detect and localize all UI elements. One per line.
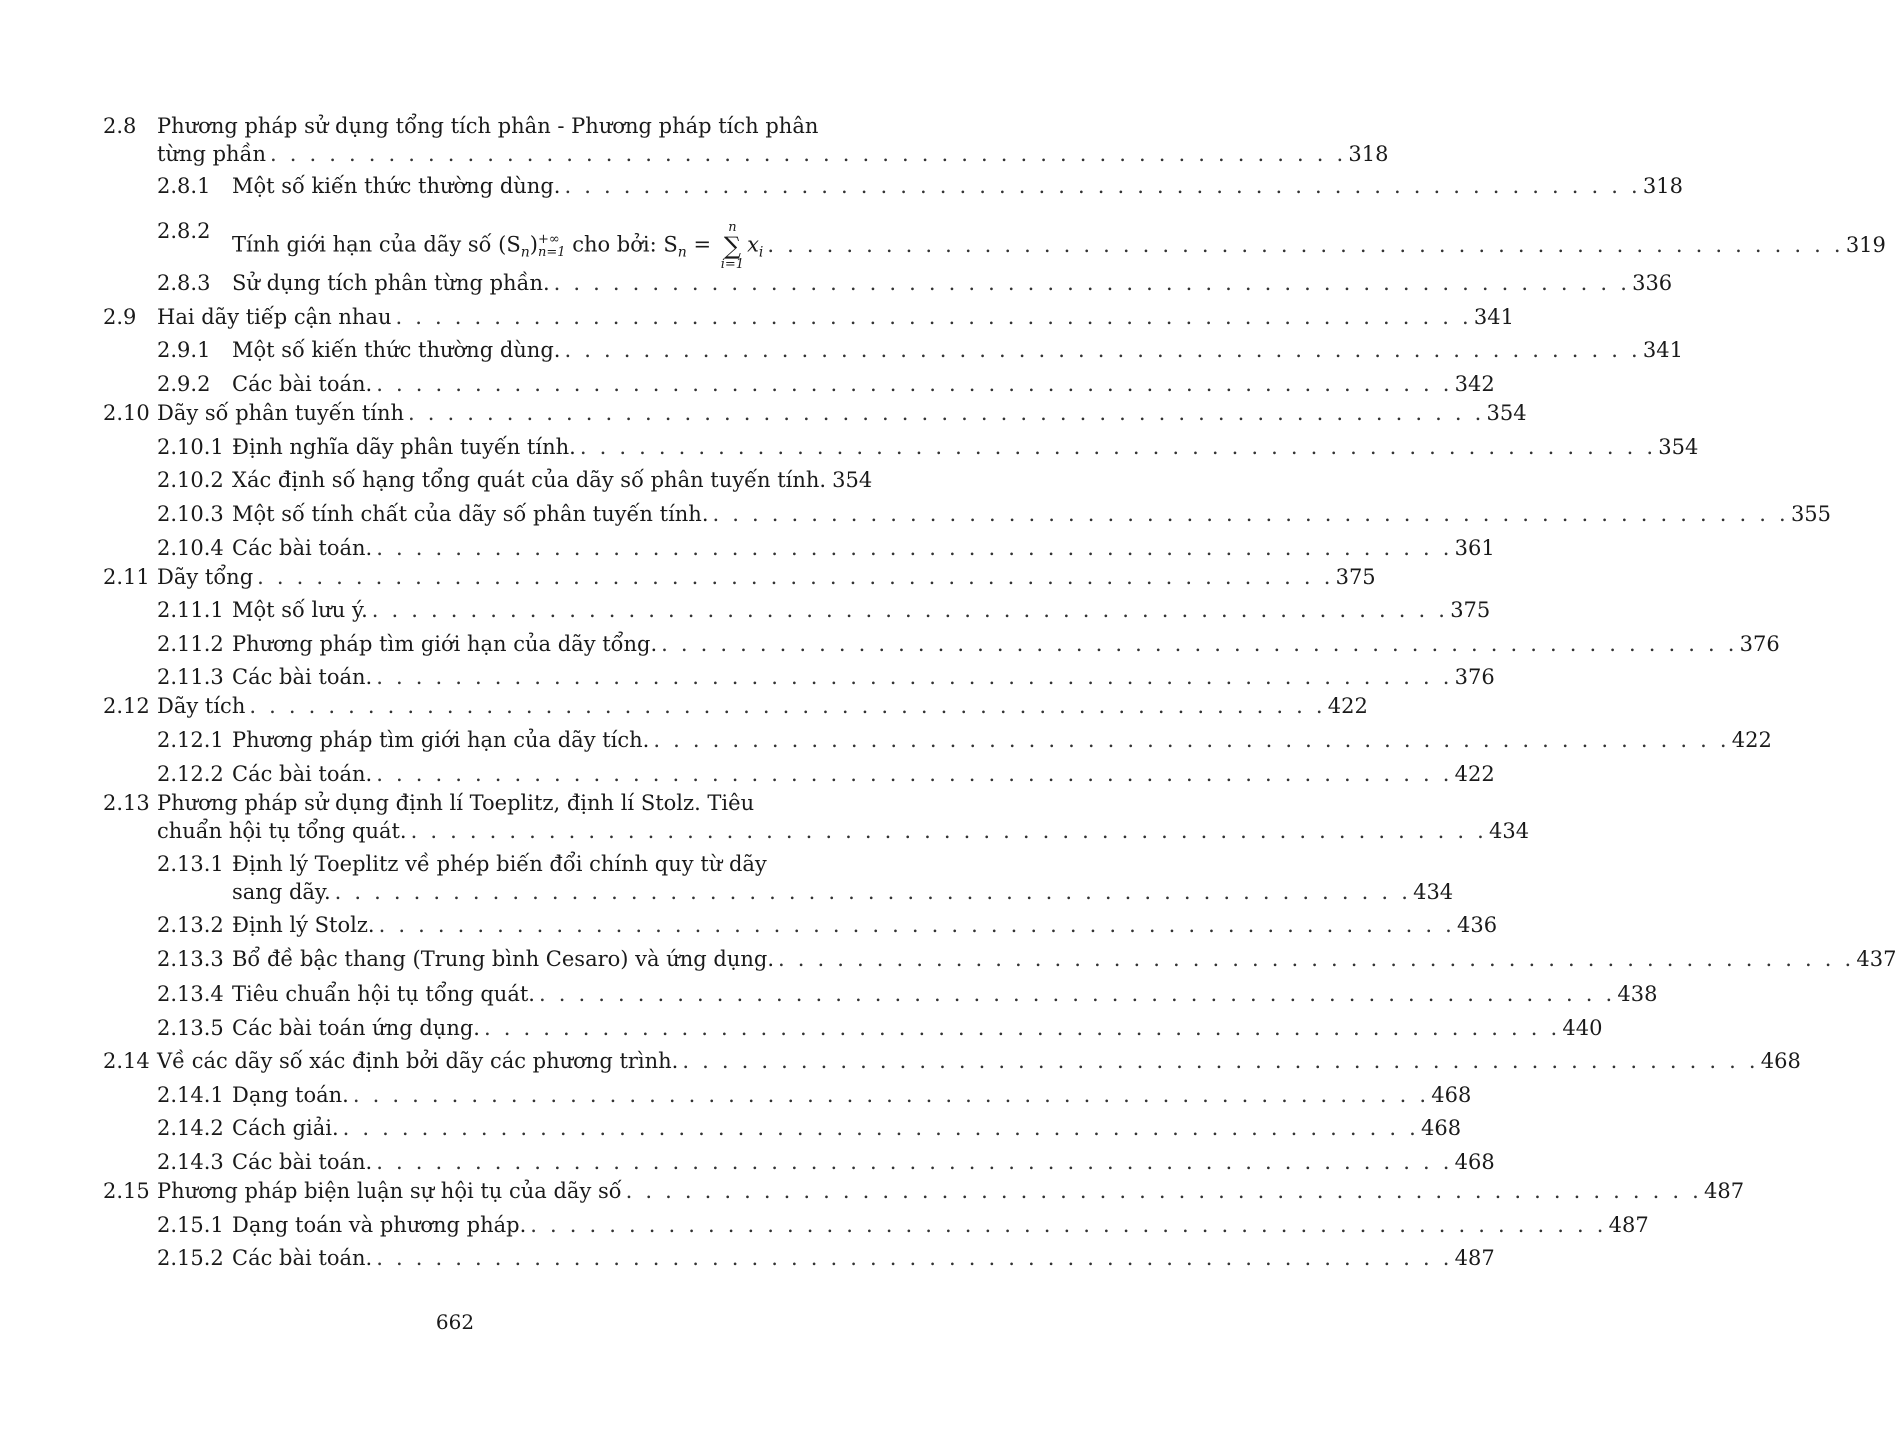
dot-leader: . . . . . . . . . . . . . . . . . . . . . . . . . . . . . . . . . . . . . . . . . . . . . . . . . . . . . . . bbox=[410, 819, 1488, 843]
entry-number: 2.9.2 bbox=[157, 372, 211, 396]
entry-number: 2.14.2 bbox=[157, 1116, 224, 1140]
entry-line bbox=[232, 878, 1454, 906]
entry-line bbox=[232, 726, 1772, 754]
entry-title bbox=[232, 221, 763, 271]
entry-number: 2.13.3 bbox=[157, 947, 224, 971]
entry-title: chuẩn hội tụ tổng quát. bbox=[157, 819, 407, 843]
entry-title: Một số tính chất của dãy số phân tuyến tính. bbox=[232, 502, 709, 526]
entry-number: 2.10.1 bbox=[157, 435, 224, 459]
entry-text bbox=[232, 500, 1832, 528]
dot-leader: . . . . . . . . . . . . . . . . . . . . . . . . . . . . . . . . . . . . . . . . . . . . . . . . . . . . . . . bbox=[653, 728, 1730, 752]
entry-text bbox=[232, 1148, 1495, 1176]
entry-text bbox=[232, 663, 1495, 691]
entry-number: 2.8 bbox=[103, 114, 137, 138]
page-ref: 487 bbox=[1608, 1213, 1649, 1237]
dot-leader: . . . . . . . . . . . . . . . . . . . . . . . . . . . . . . . . . . . . . . . . . . . . . . . . . . . . . . . bbox=[408, 401, 1485, 425]
entry-title: Tiêu chuẩn hội tụ tổng quát. bbox=[232, 982, 535, 1006]
dot-leader: . . . . . . . . . . . . . . . . . . . . . . . . . . . . . . . . . . . . . . . . . . . . . . . . . . . . . . . bbox=[625, 1179, 1703, 1203]
page-ref: 341 bbox=[1473, 305, 1515, 329]
entry-title: Các bài toán. bbox=[232, 536, 373, 560]
entry-text bbox=[232, 269, 1673, 297]
entry-number: 2.9.1 bbox=[157, 338, 211, 362]
entry-line bbox=[232, 980, 1658, 1008]
page-ref: 341 bbox=[1642, 338, 1683, 362]
entry-text bbox=[232, 1114, 1462, 1142]
title-segment: cho bởi: S bbox=[565, 232, 678, 257]
sum-symbol: ∑ bbox=[723, 232, 741, 260]
entry-text bbox=[232, 217, 1886, 272]
page-ref: 375 bbox=[1450, 598, 1491, 622]
page-ref: 354 bbox=[832, 468, 873, 492]
subscript: n=1 bbox=[537, 245, 566, 260]
entry-title: Dạng toán. bbox=[232, 1083, 349, 1107]
entry-text bbox=[232, 336, 1683, 364]
entry-line bbox=[157, 789, 843, 817]
entry-number: 2.13.1 bbox=[157, 852, 224, 876]
entry-text bbox=[157, 563, 1376, 591]
entry-line bbox=[232, 534, 1495, 562]
entry-number: 2.10.4 bbox=[157, 536, 224, 560]
entry-title: Phương pháp tìm giới hạn của dãy tích. bbox=[232, 728, 650, 752]
entry-title: Cách giải. bbox=[232, 1116, 339, 1140]
entry-text bbox=[232, 466, 873, 494]
entry-line bbox=[232, 1081, 1472, 1109]
page-ref: 355 bbox=[1790, 502, 1832, 526]
summation bbox=[721, 221, 744, 271]
entry-title: Bổ đề bậc thang (Trung bình Cesaro) và ứng dụng. bbox=[232, 947, 774, 971]
sum-upper-limit: n bbox=[728, 220, 737, 235]
entry-number: 2.12.2 bbox=[157, 762, 224, 786]
entry-line bbox=[232, 433, 1699, 461]
page-ref: 376 bbox=[1739, 632, 1780, 656]
entry-text bbox=[232, 370, 1495, 398]
entry-title: Các bài toán. bbox=[232, 372, 373, 396]
entry-number: 2.10 bbox=[103, 401, 150, 425]
dot-leader: . . . . . . . . . . . . . . . . . . . . . . . . . . . . . . . . . . . . . . . . . . . . . . . . . . . . . . . bbox=[352, 1083, 1430, 1107]
entry-number: 2.13.5 bbox=[157, 1016, 224, 1040]
dot-leader: . . . . . . . . . . . . . . . . . . . . . . . . . . . . . . . . . . . . . . . . . . . . . . . . . . . . . . . bbox=[269, 142, 1347, 166]
entry-line bbox=[232, 596, 1491, 624]
entry-number: 2.11.3 bbox=[157, 665, 224, 689]
entry-title: Dãy số phân tuyến tính bbox=[157, 401, 405, 425]
entry-text bbox=[232, 630, 1780, 658]
entry-line bbox=[232, 500, 1832, 528]
entry-number: 2.8.2 bbox=[157, 219, 211, 243]
page-ref: 319 bbox=[1845, 232, 1886, 257]
entry-line bbox=[157, 692, 1368, 720]
dot-leader: . . . . . . . . . . . . . . . . . . . . . . . . . . . . . . . . . . . . . . . . . . . . . . . . . . . . . . . bbox=[334, 880, 1412, 904]
entry-number: 2.15 bbox=[103, 1179, 150, 1203]
entry-title: Các bài toán. bbox=[232, 1246, 373, 1270]
page-ref: 361 bbox=[1454, 536, 1495, 560]
dot-leader: . . . . . . . . . . . . . . . . . . . . . . . . . . . . . . . . . . . . . . . . . . . . . . . . . . . . . . . bbox=[712, 502, 1789, 526]
entry-number: 2.13.4 bbox=[157, 982, 224, 1006]
entry-title: Phương pháp tìm giới hạn của dãy tổng. bbox=[232, 632, 658, 656]
entry-text bbox=[157, 399, 1527, 427]
entry-title: Dạng toán và phương pháp. bbox=[232, 1213, 527, 1237]
page-ref: 487 bbox=[1454, 1246, 1495, 1270]
dot-leader: . . . . . . . . . . . . . . . . . . . . . . . . . . . . . . . . . . . . . . . . . . . . . . . . . . . . . . . bbox=[553, 271, 1631, 295]
entry-line bbox=[232, 1014, 1603, 1042]
page-ref: 422 bbox=[1454, 762, 1495, 786]
entry-text bbox=[157, 1177, 1745, 1205]
entry-text bbox=[232, 911, 1498, 939]
entry-title: Các bài toán. bbox=[232, 762, 373, 786]
page-ref: 342 bbox=[1454, 372, 1495, 396]
entry-title: Xác định số hạng tổng quát của dãy số phân tuyến tính. bbox=[232, 468, 827, 492]
entry-text bbox=[232, 945, 1897, 973]
page-ref: 468 bbox=[1421, 1116, 1462, 1140]
dot-leader: . . . . . . . . . . . . . . . . . . . . . . . . . . . . . . . . . . . . . . . . . . . . . . . . . . . . . . . bbox=[530, 1213, 1607, 1237]
entry-text bbox=[157, 692, 1368, 720]
entry-line bbox=[157, 140, 1389, 168]
page-ref: 436 bbox=[1457, 913, 1498, 937]
entry-line bbox=[157, 112, 843, 140]
entry-text bbox=[232, 1211, 1649, 1239]
subscript: i bbox=[758, 244, 764, 261]
dot-leader: . . . . . . . . . . . . . . . . . . . . . . . . . . . . . . . . . . . . . . . . . . . . . . . . . . . . . . . bbox=[395, 305, 1472, 329]
entry-title: Dãy tổng bbox=[157, 565, 254, 589]
entry-number: 2.8.1 bbox=[157, 174, 211, 198]
dot-leader: . . . . . . . . . . . . . . . . . . . . . . . . . . . . . . . . . . . . . . . . . . . . . . . . . . . . . . . bbox=[342, 1116, 1420, 1140]
entry-text bbox=[232, 760, 1495, 788]
dot-leader: . . . . . . . . . . . . . . . . . . . . . . . . . . . . . . . . . . . . . . . . . . . . . . . . . . . . . . . bbox=[767, 232, 1844, 257]
dot-leader: . . . . . . . . . . . . . . . . . . . . . . . . . . . . . . . . . . . . . . . . . . . . . . . . . . . . . . . bbox=[376, 1246, 1453, 1270]
sum-lower-limit: i=1 bbox=[720, 257, 745, 272]
dot-leader: . . . . . . . . . . . . . . . . . . . . . . . . . . . . . . . . . . . . . . . . . . . . . . . . . . . . . . . bbox=[371, 598, 1449, 622]
entry-title: Phương pháp biện luận sự hội tụ của dãy số bbox=[157, 1179, 622, 1203]
entry-text bbox=[232, 1244, 1495, 1272]
entry-number: 2.11.1 bbox=[157, 598, 224, 622]
page-ref: 468 bbox=[1431, 1083, 1472, 1107]
title-segment: ) bbox=[529, 232, 538, 257]
dot-leader: . . . . . . . . . . . . . . . . . . . . . . . . . . . . . . . . . . . . . . . . . . . . . . . . . . . . . . . bbox=[378, 913, 1455, 937]
title-segment: x bbox=[747, 232, 759, 257]
entry-line bbox=[232, 269, 1673, 297]
entry-line bbox=[157, 303, 1515, 331]
entry-text bbox=[232, 850, 1454, 906]
entry-line bbox=[232, 1211, 1649, 1239]
entry-text bbox=[232, 1081, 1472, 1109]
entry-line bbox=[232, 760, 1495, 788]
entry-text bbox=[157, 1047, 1801, 1075]
page-number: 662 bbox=[435, 1310, 475, 1334]
entry-title: Phương pháp sử dụng tổng tích phân - Phương pháp tích phân bbox=[157, 114, 819, 138]
dot-leader: . . . . . . . . . . . . . . . . . . . . . . . . . . . . . . . . . . . . . . . . . . . . . . . . . . . . . . . bbox=[376, 1150, 1453, 1174]
entry-line bbox=[232, 1244, 1495, 1272]
entry-text bbox=[232, 596, 1491, 624]
entry-text bbox=[157, 112, 1389, 168]
page-ref: 318 bbox=[1642, 174, 1683, 198]
entry-line bbox=[157, 817, 1530, 845]
entry-line bbox=[232, 1148, 1495, 1176]
entry-title: Định lý Toeplitz về phép biến đổi chính quy từ dãy bbox=[232, 852, 767, 876]
entry-text bbox=[157, 789, 1530, 845]
entry-line bbox=[232, 945, 1897, 973]
dot-leader: . . . . . . . . . . . . . . . . . . . . . . . . . . . . . . . . . . . . . . . . . . . . . . . . . . . . . . . bbox=[376, 536, 1453, 560]
entry-text bbox=[232, 1014, 1603, 1042]
entry-number: 2.15.2 bbox=[157, 1246, 224, 1270]
entry-line bbox=[232, 370, 1495, 398]
dot-leader: . . . . . . . . . . . . . . . . . . . . . . . . . . . . . . . . . . . . . . . . . . . . . . . . . . . . . . . bbox=[249, 694, 1326, 718]
page-ref: 336 bbox=[1632, 271, 1673, 295]
page-ref: 434 bbox=[1489, 819, 1530, 843]
entry-title: sang dãy. bbox=[232, 880, 331, 904]
entry-text bbox=[232, 172, 1683, 200]
dot-leader: . . . . . . . . . . . . . . . . . . . . . . . . . . . . . . . . . . . . . . . . . . . . . . . . . . . . . . . bbox=[483, 1016, 1561, 1040]
entry-line bbox=[232, 663, 1495, 691]
entry-title: Định nghĩa dãy phân tuyến tính. bbox=[232, 435, 576, 459]
entry-line bbox=[232, 911, 1498, 939]
page-ref: 375 bbox=[1335, 565, 1376, 589]
dot-leader: . . . . . . . . . . . . . . . . . . . . . . . . . . . . . . . . . . . . . . . . . . . . . . . . . . . . . . . bbox=[661, 632, 1738, 656]
page-ref: 422 bbox=[1327, 694, 1368, 718]
page-ref: 468 bbox=[1454, 1150, 1495, 1174]
entry-number: 2.13 bbox=[103, 791, 150, 815]
entry-number: 2.15.1 bbox=[157, 1213, 224, 1237]
entry-number: 2.12 bbox=[103, 694, 150, 718]
entry-title: Dãy tích bbox=[157, 694, 246, 718]
entry-title: Các bài toán. bbox=[232, 665, 373, 689]
entry-number: 2.11.2 bbox=[157, 632, 224, 656]
page-ref: 434 bbox=[1413, 880, 1454, 904]
dot-leader: . . . . . . . . . . . . . . . . . . . . . . . . . . . . . . . . . . . . . . . . . . . . . . . . . . . . . . . bbox=[564, 338, 1641, 362]
dot-leader: . . . . . . . . . . . . . . . . . . . . . . . . . . . . . . . . . . . . . . . . . . . . . . . . . . . . . . . bbox=[376, 665, 1453, 689]
dot-leader: . . . . . . . . . . . . . . . . . . . . . . . . . . . . . . . . . . . . . . . . . . . . . . . . . . . . . . . bbox=[564, 174, 1641, 198]
entry-title: Một số kiến thức thường dùng. bbox=[232, 174, 561, 198]
entry-text bbox=[232, 726, 1772, 754]
page-ref: 318 bbox=[1348, 142, 1389, 166]
page-ref: 422 bbox=[1731, 728, 1772, 752]
entry-line bbox=[232, 336, 1683, 364]
dot-leader: . . . . . . . . . . . . . . . . . . . . . . . . . . . . . . . . . . . . . . . . . . . . . . . . . . . . . . . bbox=[257, 565, 1334, 589]
entry-title: Một số lưu ý. bbox=[232, 598, 368, 622]
entry-title: Các bài toán ứng dụng. bbox=[232, 1016, 480, 1040]
page-ref: 354 bbox=[1658, 435, 1699, 459]
page-ref: 376 bbox=[1454, 665, 1495, 689]
subscript: n bbox=[520, 244, 530, 261]
entry-number: 2.8.3 bbox=[157, 271, 211, 295]
dot-leader: . . . . . . . . . . . . . . . . . . . . . . . . . . . . . . . . . . . . . . . . . . . . . . . . . . . . . . . bbox=[682, 1049, 1759, 1073]
entry-number: 2.13.2 bbox=[157, 913, 224, 937]
entry-title: Về các dãy số xác định bởi dãy các phương trình. bbox=[157, 1049, 679, 1073]
entry-text bbox=[232, 534, 1495, 562]
superscript: +∞ bbox=[537, 232, 560, 247]
entry-line bbox=[232, 466, 873, 494]
entry-text bbox=[232, 980, 1658, 1008]
page-ref: 468 bbox=[1760, 1049, 1801, 1073]
entry-title: từng phần bbox=[157, 142, 266, 166]
limit-scripts bbox=[538, 233, 566, 259]
entry-number: 2.14.3 bbox=[157, 1150, 224, 1174]
entry-title: Một số kiến thức thường dùng. bbox=[232, 338, 561, 362]
entry-line bbox=[157, 563, 1376, 591]
entry-line bbox=[232, 172, 1683, 200]
dot-leader: . . . . . . . . . . . . . . . . . . . . . . . . . . . . . . . . . . . . . . . . . . . . . . . . . . . . . . . bbox=[376, 762, 1453, 786]
entry-line bbox=[232, 630, 1780, 658]
dot-leader: . . . . . . . . . . . . . . . . . . . . . . . . . . . . . . . . . . . . . . . . . . . . . . . . . . . . . . . bbox=[538, 982, 1616, 1006]
title-segment: Tính giới hạn của dãy số (S bbox=[232, 232, 521, 257]
entry-line bbox=[232, 1114, 1462, 1142]
entry-title: Các bài toán. bbox=[232, 1150, 373, 1174]
dot-leader: . . . . . . . . . . . . . . . . . . . . . . . . . . . . . . . . . . . . . . . . . . . . . . . . . . . . . . . bbox=[579, 435, 1657, 459]
entry-line bbox=[157, 1047, 1801, 1075]
entry-title: Phương pháp sử dụng định lí Toeplitz, định lí Stolz. Tiêu bbox=[157, 791, 755, 815]
entry-number: 2.11 bbox=[103, 565, 150, 589]
entry-line bbox=[157, 1177, 1745, 1205]
entry-number: 2.12.1 bbox=[157, 728, 224, 752]
entry-number: 2.9 bbox=[103, 305, 137, 329]
subscript: n bbox=[677, 244, 687, 261]
entry-text bbox=[232, 433, 1699, 461]
entry-line bbox=[157, 399, 1527, 427]
entry-text bbox=[157, 303, 1515, 331]
entry-number: 2.14 bbox=[103, 1049, 150, 1073]
entry-number: 2.10.3 bbox=[157, 502, 224, 526]
page-ref: 487 bbox=[1704, 1179, 1745, 1203]
page-ref: 438 bbox=[1617, 982, 1658, 1006]
title-segment: = bbox=[686, 232, 718, 257]
dot-leader: . . . . . . . . . . . . . . . . . . . . . . . . . . . . . . . . . . . . . . . . . . . . . . . . . . . . . . . bbox=[376, 372, 1453, 396]
entry-title: Hai dãy tiếp cận nhau bbox=[157, 305, 392, 329]
entry-title: Định lý Stolz. bbox=[232, 913, 375, 937]
page-ref: 354 bbox=[1486, 401, 1527, 425]
entry-line bbox=[232, 220, 1886, 272]
entry-line bbox=[232, 850, 843, 878]
page-ref: 437 bbox=[1856, 947, 1897, 971]
entry-title: Sử dụng tích phân từng phần. bbox=[232, 271, 550, 295]
dot-leader: . . . . . . . . . . . . . . . . . . . . . . . . . . . . . . . . . . . . . . . . . . . . . . . . . . . . . . . bbox=[778, 947, 1855, 971]
entry-number: 2.10.2 bbox=[157, 468, 224, 492]
page-ref: 440 bbox=[1562, 1016, 1603, 1040]
entry-number: 2.14.1 bbox=[157, 1083, 224, 1107]
